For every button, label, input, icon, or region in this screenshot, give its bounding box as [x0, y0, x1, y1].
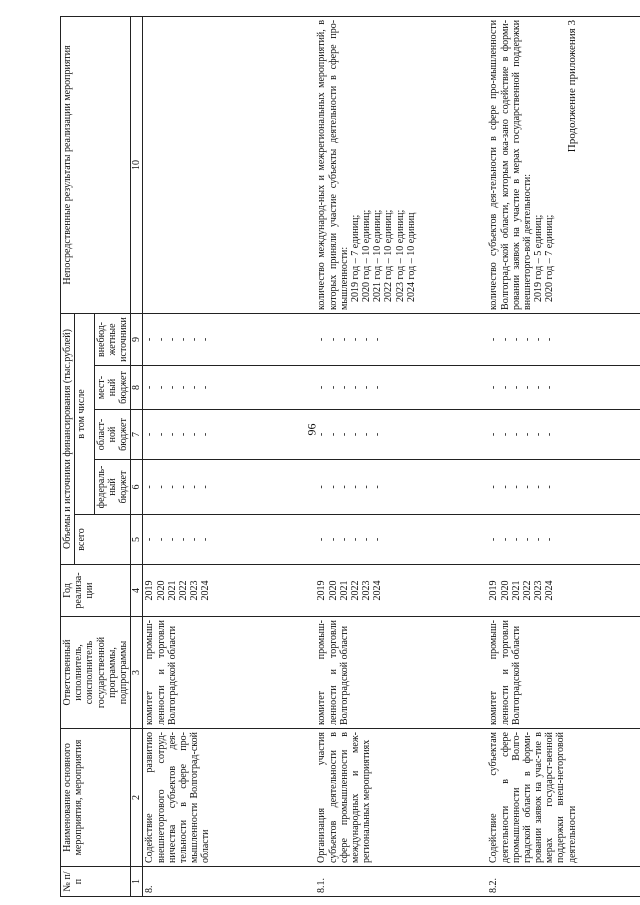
- result-line: 2020 год – 7 единиц;: [544, 214, 556, 302]
- table-row: [143, 16, 316, 896]
- extrabudget-values: - - - - - -: [143, 313, 316, 365]
- column-number: 7: [131, 410, 143, 460]
- local-values: - - - - - -: [487, 366, 640, 410]
- regional-values: - - - - - -: [315, 410, 487, 460]
- local-values: - - - - - -: [315, 366, 487, 410]
- column-number-row: [131, 16, 143, 896]
- years: 2019 2020 2021 2022 2023 2024: [315, 565, 487, 617]
- executor: комитет промыш-ленности и торговли Волгоградской области: [487, 617, 640, 729]
- header-federal: федераль-ный бюджет: [94, 460, 131, 515]
- program-table: [60, 16, 640, 897]
- regional-values: - - - - - -: [143, 410, 316, 460]
- header-number: № п/п: [61, 867, 131, 897]
- federal-values: - - - - - -: [315, 460, 487, 515]
- result-line: 2023 год – 10 единиц;: [394, 209, 406, 302]
- header-executor: Ответственный исполнитель, соисполнитель государственной программы, подпрограммы: [61, 617, 131, 729]
- header-financing: Объемы и источники финансирования (тыс.рублей): [61, 313, 75, 564]
- header-local: мест-ный бюджет: [94, 366, 131, 410]
- header-year: Год реализа-ции: [61, 565, 131, 617]
- row-number: 8.2.: [487, 867, 640, 897]
- header-activity-name: Наименование основного мероприятия, мероприятия: [61, 729, 131, 867]
- header-results: Непосредственные результаты реализации мероприятия: [61, 16, 131, 313]
- result-cell: [143, 16, 316, 313]
- years: 2019 2020 2021 2022 2023 2024: [143, 565, 316, 617]
- page-number: 96: [304, 423, 319, 436]
- table-row: [315, 16, 487, 896]
- total-values: - - - - - -: [487, 515, 640, 565]
- result-text: количество международ-ных и межрегиональных мероприятий, в которых приняли участие субъекты деятельности в сфере про-мышленности:: [316, 19, 350, 310]
- result-line: 2020 год – 10 единиц;: [361, 209, 373, 302]
- result-line: 2021 год – 10 единиц;: [372, 209, 384, 302]
- local-values: - - - - - -: [143, 366, 316, 410]
- result-cell: [315, 16, 487, 313]
- row-number: 8.: [143, 867, 316, 897]
- result-line: 2024 год – 10 единиц: [405, 212, 417, 302]
- executor: комитет промыш-ленности и торговли Волгоградской области: [315, 617, 487, 729]
- row-number: 8.1.: [315, 867, 487, 897]
- column-number: 4: [131, 565, 143, 617]
- total-values: - - - - - -: [143, 515, 316, 565]
- result-line: 2019 год – 5 единиц;: [533, 214, 545, 302]
- column-number: 1: [131, 867, 143, 897]
- continuation-note: Продолжение приложения 3: [566, 20, 578, 153]
- column-number: 6: [131, 460, 143, 515]
- header-including: в том числе: [75, 313, 94, 514]
- result-text: количество субъектов дея-тельности в сфере про-мышленности Волгоград-ской области, которым ока-зано содействие в форми-ровании заявок на участие в мерах государственной поддержки внешнеторго-вой деятельности:: [488, 19, 533, 310]
- extrabudget-values: - - - - - -: [315, 313, 487, 365]
- column-number: 10: [131, 16, 143, 313]
- table-row: [487, 16, 640, 896]
- years: 2019 2020 2021 2022 2023 2024: [487, 565, 640, 617]
- federal-values: - - - - - -: [143, 460, 316, 515]
- activity-name: Содействие субъектам деятельности в сфере промышленности Волго-градской области в форми-ровании заявок на учас-тие в мерах государст-венной поддержки внеш-неторговой деятельности: [487, 729, 640, 867]
- activity-name: Содействие развитию внешнеторгового сотруд-ничества субъектов дея-тельности в сфере про-мышленности Волгоград-ской области: [143, 729, 316, 867]
- header-extrabudget: внебюд-жетные источники: [94, 313, 131, 365]
- header-total: всего: [75, 515, 131, 565]
- total-values: - - - - - -: [315, 515, 487, 565]
- result-line: 2022 год – 10 единиц;: [383, 209, 395, 302]
- header-regional: област-ной бюджет: [94, 410, 131, 460]
- column-number: 8: [131, 366, 143, 410]
- column-number: 2: [131, 729, 143, 867]
- column-number: 9: [131, 313, 143, 365]
- federal-values: - - - - - -: [487, 460, 640, 515]
- result-line: 2019 год – 7 единиц;: [349, 214, 361, 302]
- extrabudget-values: - - - - - -: [487, 313, 640, 365]
- executor: комитет промыш-ленности и торговли Волгоградской области: [143, 617, 316, 729]
- column-number: 5: [131, 515, 143, 565]
- activity-name: Организация участия субъектов деятельности в сфере промышленности в международных и меж-региональных мероприятиях: [315, 729, 487, 867]
- column-number: 3: [131, 617, 143, 729]
- result-cell: [487, 16, 640, 313]
- regional-values: - - - - - -: [487, 410, 640, 460]
